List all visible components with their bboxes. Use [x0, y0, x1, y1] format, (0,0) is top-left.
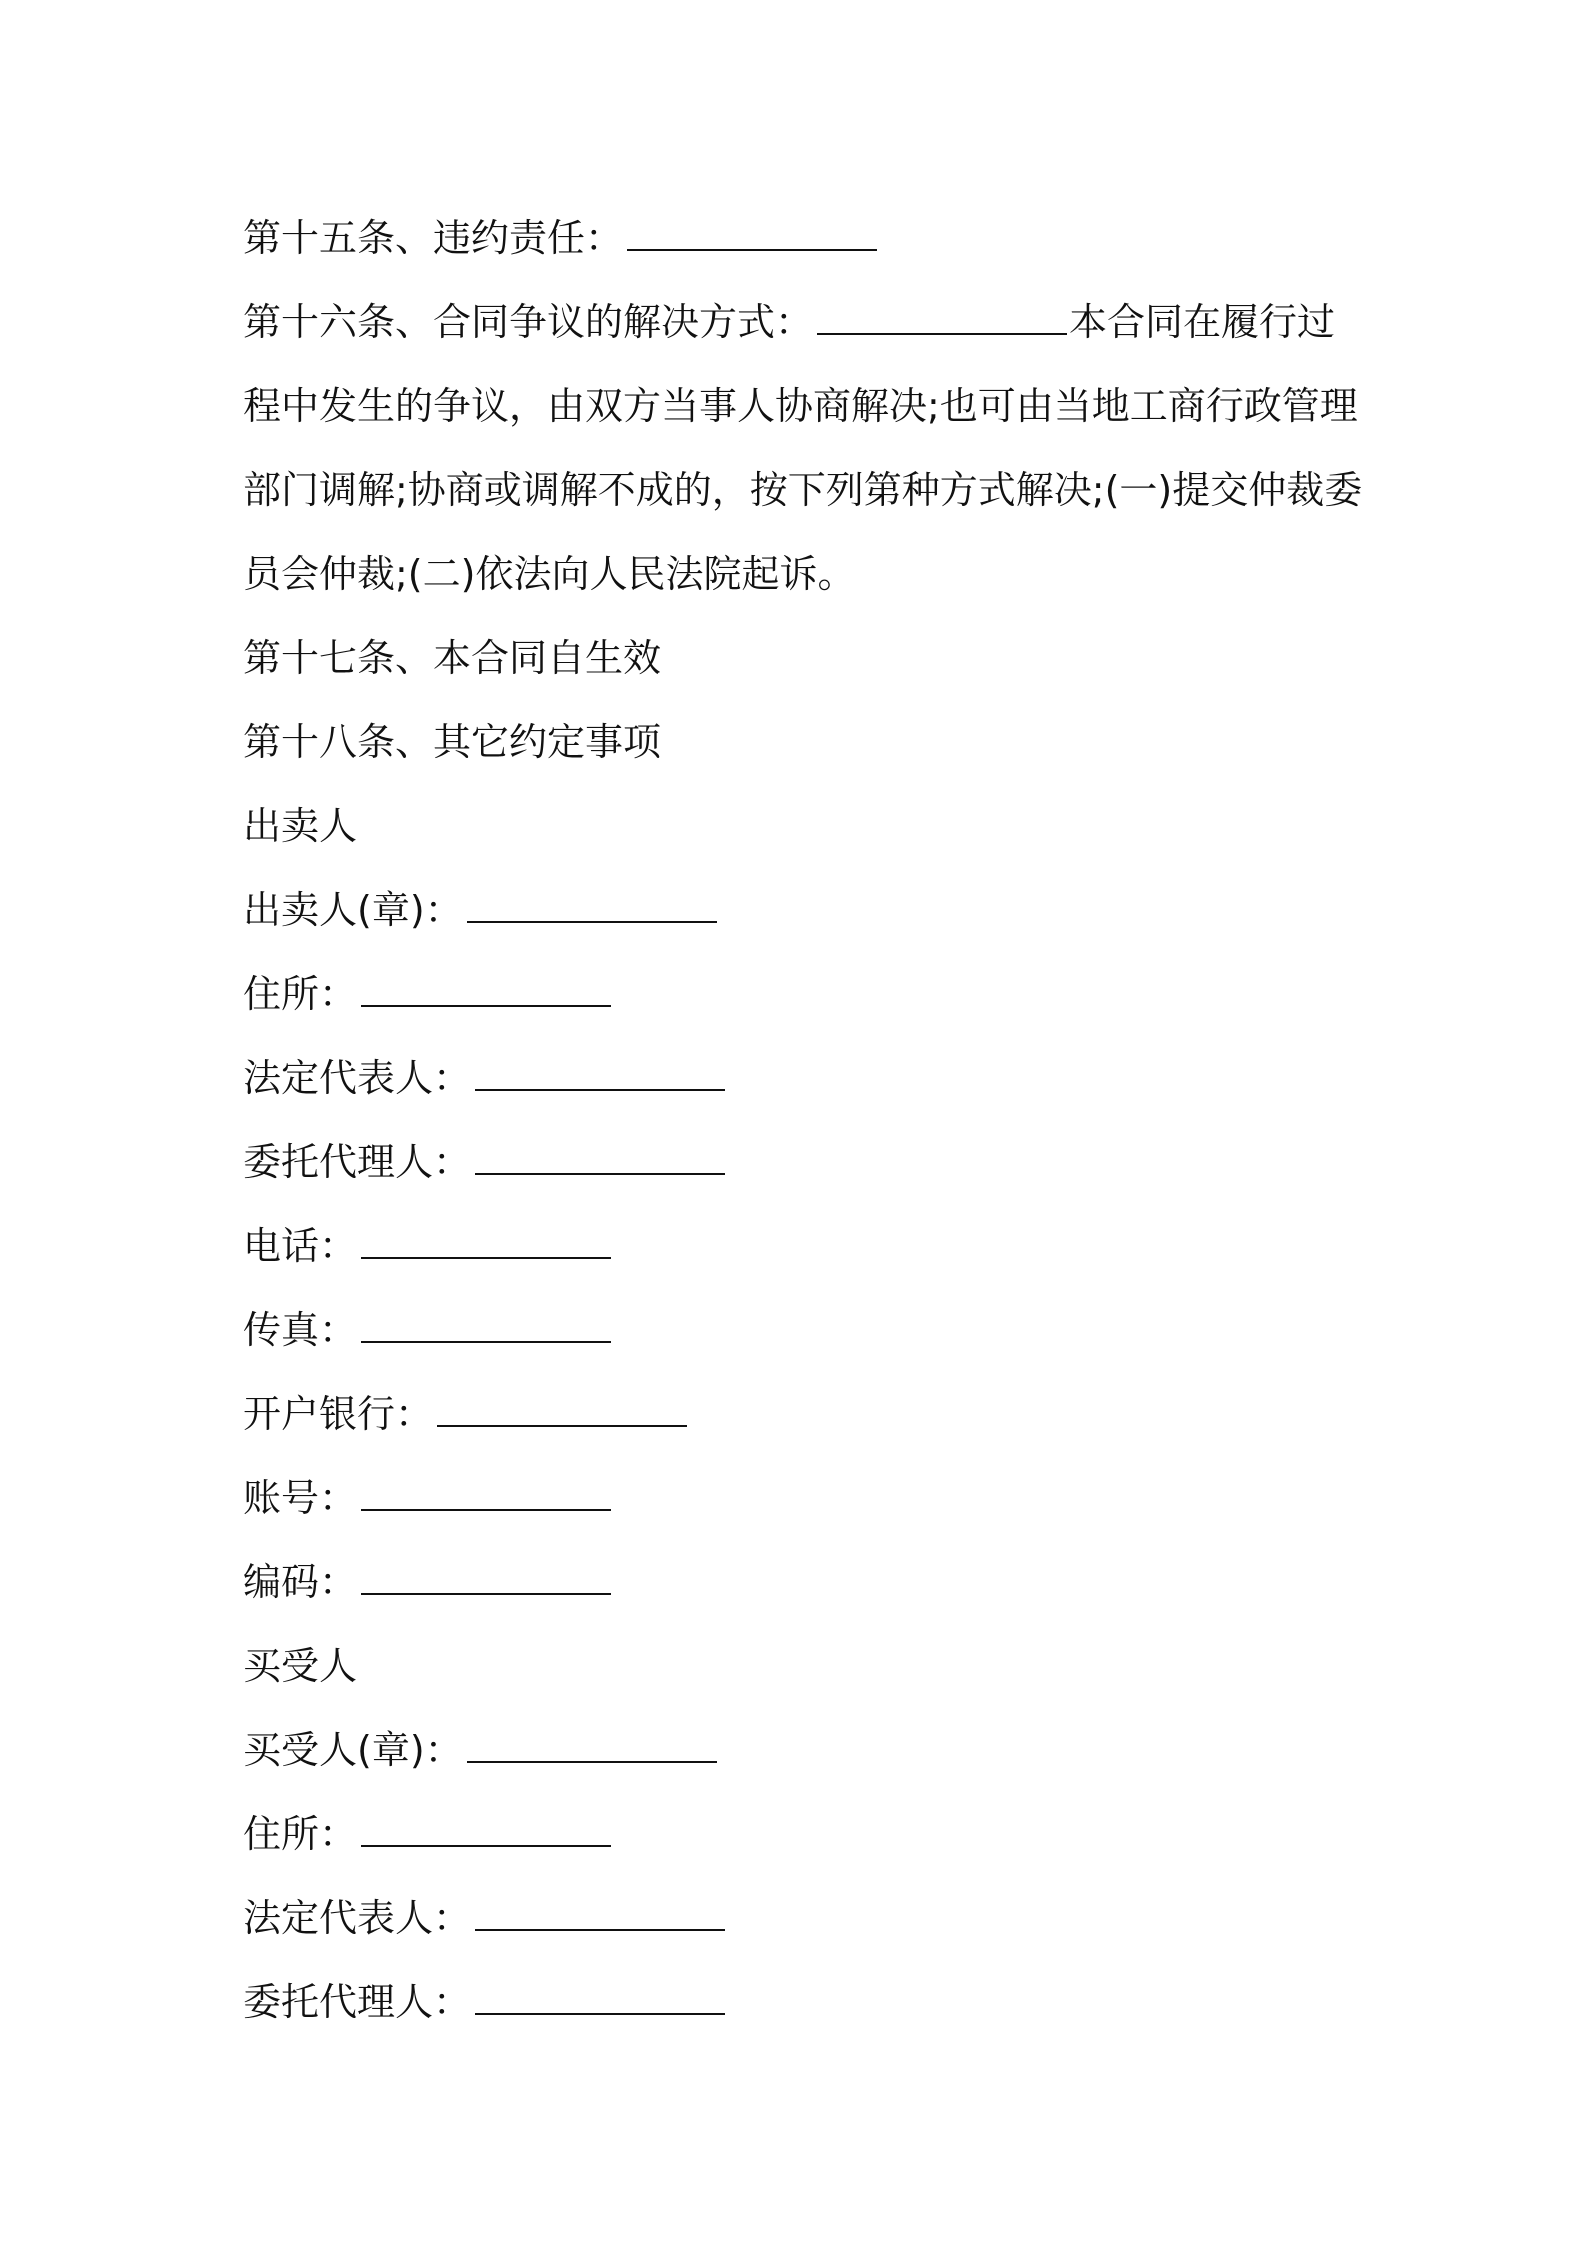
seller-field-label: 出卖人(章)：	[243, 888, 463, 932]
article-16-text: 本合同在履行过程中发生的争议，由双方当事人协商解决;也可由当地工商行政管理部门调解;协商或调解不成的，按下列第种方式解决;(一)提交仲裁委员会仲裁;(二)依法向人民法院起诉。	[243, 300, 1363, 596]
buyer-heading: 买受人	[243, 1644, 358, 1688]
buyer-field	[243, 1792, 1363, 1876]
seller-field	[243, 1372, 1363, 1456]
seller-field-label: 法定代表人：	[243, 1056, 472, 1100]
article-18: 第十八条、其它约定事项	[243, 720, 662, 764]
contract-body	[243, 196, 1363, 2044]
article-16	[243, 280, 1363, 616]
seller-field-label: 电话：	[243, 1224, 358, 1268]
seller-field	[243, 868, 1363, 952]
seller-field-blank	[437, 1395, 687, 1427]
article-15	[243, 196, 1363, 280]
article-16-label: 第十六条、合同争议的解决方式：	[243, 300, 814, 344]
seller-field-blank	[361, 1227, 611, 1259]
buyer-field-label: 委托代理人：	[243, 1980, 472, 2024]
seller-field	[243, 1288, 1363, 1372]
seller-field-blank	[361, 1311, 611, 1343]
seller-field	[243, 1036, 1363, 1120]
seller-field-label: 委托代理人：	[243, 1140, 472, 1184]
seller-field-blank	[467, 891, 717, 923]
article-16-blank	[817, 303, 1067, 335]
seller-heading: 出卖人	[243, 804, 358, 848]
buyer-field-label: 法定代表人：	[243, 1896, 472, 1940]
seller-field-label: 账号：	[243, 1476, 358, 1520]
seller-field	[243, 952, 1363, 1036]
article-15-label: 第十五条、违约责任：	[243, 216, 624, 260]
seller-field	[243, 1120, 1363, 1204]
seller-field-label: 住所：	[243, 972, 358, 1016]
seller-field-label: 传真：	[243, 1308, 358, 1352]
seller-field-blank	[361, 1479, 611, 1511]
seller-field	[243, 1204, 1363, 1288]
buyer-field	[243, 1708, 1363, 1792]
buyer-field-label: 买受人(章)：	[243, 1728, 463, 1772]
buyer-field-blank	[475, 1899, 725, 1931]
seller-field-blank	[475, 1143, 725, 1175]
seller-field	[243, 1540, 1363, 1624]
seller-field-blank	[361, 1563, 611, 1595]
buyer-field-label: 住所：	[243, 1812, 358, 1856]
seller-field-blank	[361, 975, 611, 1007]
buyer-field-blank	[467, 1731, 717, 1763]
seller-field-label: 开户银行：	[243, 1392, 434, 1436]
buyer-field-blank	[475, 1983, 725, 2015]
article-17: 第十七条、本合同自生效	[243, 636, 662, 680]
buyer-field	[243, 1960, 1363, 2044]
buyer-field	[243, 1876, 1363, 1960]
seller-field-blank	[475, 1059, 725, 1091]
seller-field-label: 编码：	[243, 1560, 358, 1604]
buyer-field-blank	[361, 1815, 611, 1847]
article-15-blank	[627, 219, 877, 251]
seller-field	[243, 1456, 1363, 1540]
